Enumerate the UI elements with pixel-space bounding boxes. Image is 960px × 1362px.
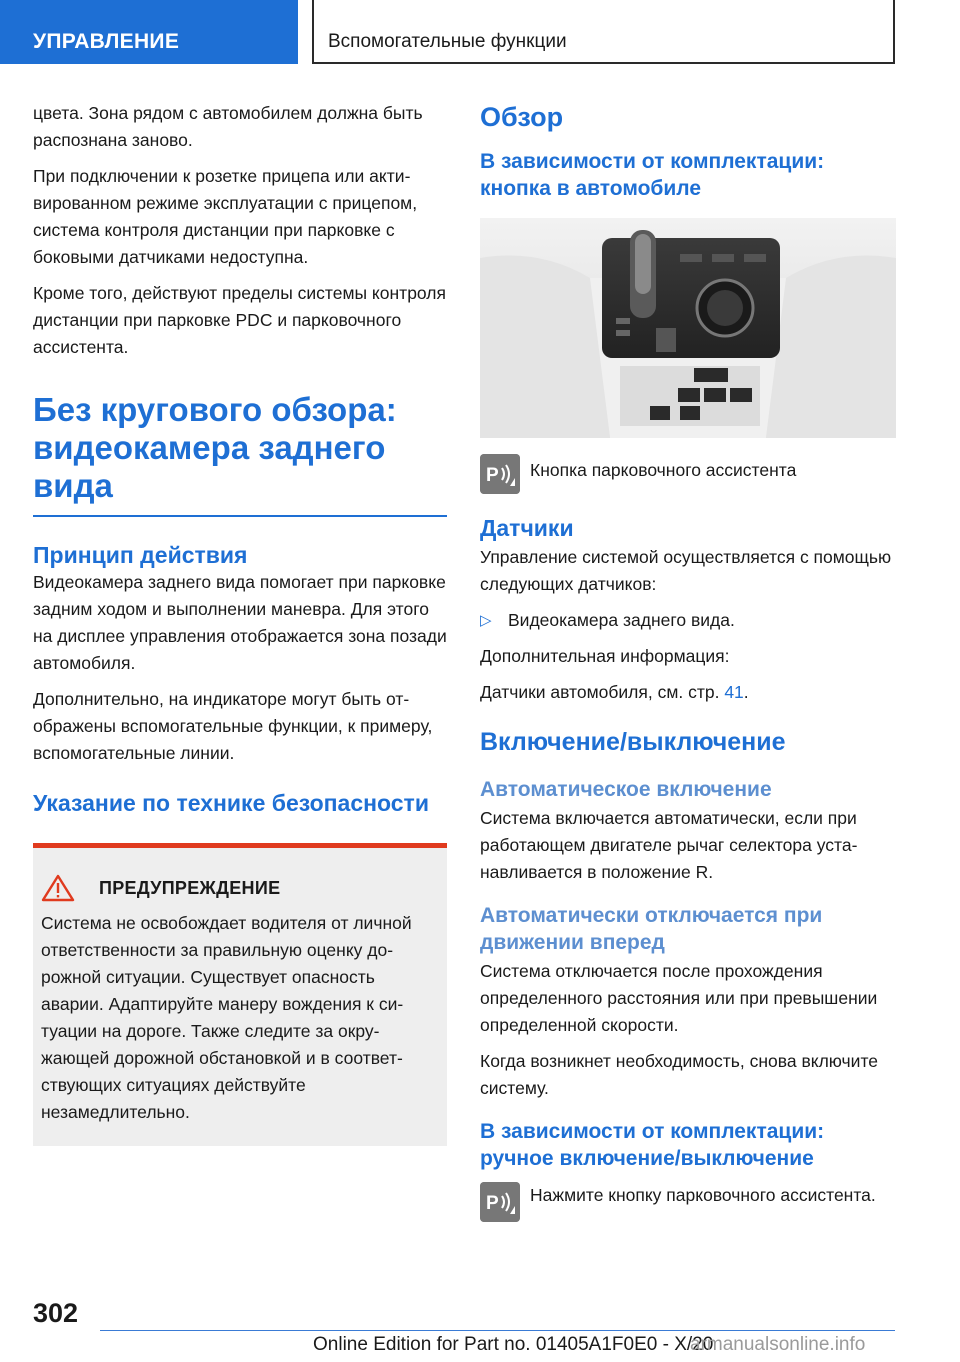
page-number: 302 xyxy=(33,1298,79,1328)
section-title: Вспомогательные функции xyxy=(312,0,895,64)
heading-sensors: Датчики xyxy=(480,515,574,541)
heading-auto-off: Автоматически отключается при движении вперед xyxy=(480,904,823,954)
paragraph: Когда возникнет необходимость, снова включите систему. xyxy=(480,1051,878,1098)
heading-onoff: Включение/выключение xyxy=(480,728,786,756)
heading-principle: Принцип действия xyxy=(33,542,248,568)
reference-end: . xyxy=(743,682,749,702)
svg-text:P: P xyxy=(486,465,499,486)
warning-header xyxy=(41,874,437,902)
heading-equipment-manual: В зависимости от комплектации: ручное включение/выключение xyxy=(480,1120,825,1170)
paragraph-reference xyxy=(480,679,896,706)
paragraph: Нажмите кнопку парковочного ассистента. xyxy=(530,1185,876,1205)
heading-overview: Обзор xyxy=(480,102,564,132)
paragraph: Видеокамера заднего вида помогает при парковке задним ходом и выполнении маневра. Для этого на дисплее управления отображается зона позади автомобиля. xyxy=(33,572,447,673)
heading-auto-on: Автоматическое включение xyxy=(480,778,772,801)
list-item-text: Видеокамера заднего вида. xyxy=(508,610,735,630)
paragraph: Дополнительно, на индикаторе могут быть отображены вспомогательные функции, к примеру, вспомогательные линии. xyxy=(33,689,433,763)
page-link[interactable]: 41 xyxy=(724,682,744,702)
center-console-image xyxy=(480,218,896,438)
heading-safety: Указание по технике безопасности xyxy=(33,790,429,816)
icon-caption-row xyxy=(480,1182,896,1222)
paragraph: Дополнительная информация: xyxy=(480,646,730,666)
icon-caption: Кнопка парковочного ассистента xyxy=(530,460,797,480)
paragraph: Система включается автоматически, если при работающем двигателе рычаг селектора устанавливается в положение R. xyxy=(480,808,858,882)
warning-box xyxy=(33,843,447,1146)
console-photo xyxy=(480,218,896,438)
parking-assistant-icon xyxy=(480,1182,520,1222)
footer-edition: Online Edition for Part no. 01405A1F0E0 - X/20 xyxy=(313,1334,714,1355)
icon-caption-row xyxy=(480,454,896,494)
right-column xyxy=(480,100,896,1222)
chapter-tab: УПРАВЛЕНИЕ xyxy=(0,0,298,64)
paragraph: цвета. Зона рядом с автомобилем должна быть распознана заново. xyxy=(33,103,423,150)
paragraph: Система отключается после прохождения определенного расстояния или при превышении определенной скорости. xyxy=(480,961,878,1035)
warning-title: ПРЕДУПРЕЖДЕНИЕ xyxy=(99,877,281,898)
reference-text: Датчики автомобиля, см. стр. xyxy=(480,682,725,702)
paragraph: Управление системой осуществляется с помощью следующих датчиков: xyxy=(480,547,892,594)
warning-text: Система не освобождает водителя от личной ответственности за правильную оценку дорожной ситуации. Существует опасность аварии. Адаптируйте манеру вождения к ситуации на дороге. Также следите за окружающей дорожной обстановкой и в соответствующих ситуациях действуйте незамедлительно. xyxy=(41,913,412,1122)
warning-triangle-icon xyxy=(41,874,75,902)
heading-equipment-button: В зависимости от комплектации: кнопка в автомобиле xyxy=(480,150,825,200)
svg-text:P: P xyxy=(486,1193,499,1214)
list-item xyxy=(480,607,896,634)
watermark: armanualsonline.info xyxy=(690,1334,866,1355)
parking-assistant-icon xyxy=(480,454,520,494)
bullet-arrow-icon: ▷ xyxy=(480,612,492,629)
left-column xyxy=(33,100,447,1146)
paragraph: Кроме того, действуют пределы системы контроля дистанции при парковке PDC и парковочного ассистента. xyxy=(33,283,446,357)
footer-divider xyxy=(100,1330,895,1331)
heading-camera: Без кругового обзора: видеокамера заднего вида xyxy=(33,391,447,517)
paragraph: При подключении к розетке прицепа или активированном режиме эксплуатации с прицепом, система контроля дистанции при парковке с боковыми датчиками недоступна. xyxy=(33,166,418,267)
